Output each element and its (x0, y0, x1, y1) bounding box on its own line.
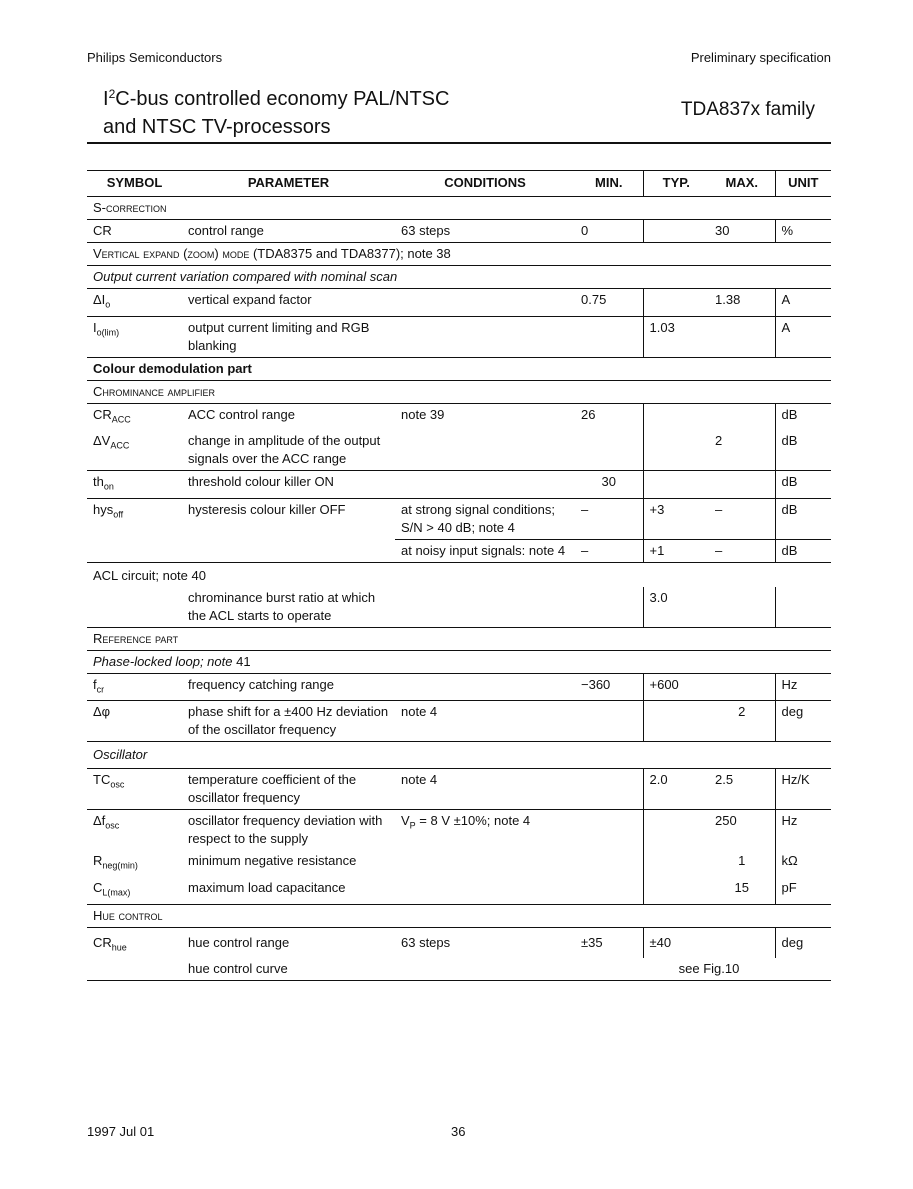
cell-min (575, 430, 643, 471)
device-family: TDA837x family (680, 99, 815, 120)
table-row (87, 587, 831, 628)
cell-max: – (709, 539, 775, 562)
cell-parameter: minimum negative resistance (188, 853, 357, 869)
cell-min: – (575, 498, 643, 539)
table-row (87, 810, 831, 851)
col-parameter: PARAMETER (182, 171, 395, 197)
cell-unit: pF (775, 877, 831, 904)
cell-conditions: note 4 (395, 769, 575, 810)
col-min: MIN. (575, 171, 643, 197)
cell-parameter: maximum load capacitance (182, 877, 395, 904)
cell-conditions (395, 316, 575, 357)
table-row (87, 289, 831, 317)
cell-max: 250 (715, 813, 737, 829)
cell-unit: dB (775, 403, 831, 430)
cell-min (575, 850, 643, 877)
cell-typ (643, 850, 709, 877)
section-s-correction: S-correction (87, 197, 831, 220)
col-symbol: SYMBOL (87, 171, 182, 197)
cell-max (709, 471, 775, 499)
cell-min: ±35 (581, 934, 603, 950)
cell-typ (643, 220, 709, 243)
cell-min (575, 877, 643, 904)
cell-max (709, 316, 775, 357)
cell-unit: dB (775, 430, 831, 471)
cell-max (709, 587, 775, 628)
cell-conditions: note 39 (401, 406, 445, 422)
cell-min (575, 701, 643, 742)
section-row (87, 627, 831, 650)
cell-conditions (395, 877, 575, 904)
cell-symbol (87, 958, 182, 981)
cell-symbol: $CR_{ACC}$ (93, 406, 131, 425)
header-rule (87, 142, 831, 144)
cell-max: 1.38 (709, 289, 775, 317)
cell-unit: A (775, 316, 831, 357)
cell-max: – (709, 498, 775, 539)
section-acl-circuit: ACL circuit; note 40 (93, 567, 206, 583)
section-oscillator: Oscillator (87, 742, 831, 769)
cell-typ (643, 701, 709, 742)
cell-conditions (395, 471, 575, 499)
cell-typ (643, 471, 709, 499)
section-vertical-expand: Vertical expand (zoom) mode (TDA8375 and TDA8377); note 38 (87, 243, 831, 266)
table-row (87, 220, 831, 243)
cell-symbol (87, 587, 182, 628)
cell-conditions (395, 587, 575, 628)
cell-unit: kΩ (775, 850, 831, 877)
page-number: 36 (451, 1124, 466, 1139)
section-chrominance-amplifier: Chrominance amplifier (87, 380, 831, 403)
cell-unit: dB (775, 471, 831, 499)
col-typ: TYP. (643, 171, 709, 197)
cell-min: 26 (581, 406, 596, 422)
doc-status: Preliminary specification (690, 50, 831, 65)
cell-conditions: at noisy input signals: note 4 (395, 539, 575, 562)
cell-parameter: chrominance burst ratio at which the ACL starts to operate (182, 587, 395, 628)
table-row (87, 430, 831, 471)
cell-parameter: oscillator frequency deviation with respect to the supply (188, 813, 383, 847)
cell-parameter: hysteresis colour killer OFF (188, 501, 346, 517)
cell-conditions: $V_P = 8$ V ±10%; note 4 (401, 813, 531, 831)
cell-unit: dB (775, 498, 831, 539)
cell-symbol: $\Delta V_{ACC}$ (87, 430, 182, 471)
cell-typ: 2.0 (643, 769, 709, 810)
cell-typ: +1 (643, 539, 709, 562)
section-row (87, 197, 831, 220)
cell-parameter: vertical expand factor (182, 289, 395, 317)
table-row (87, 769, 831, 810)
cell-parameter: ACC control range (188, 406, 295, 422)
cell-min: 0.75 (575, 289, 643, 317)
cell-unit (775, 958, 831, 981)
section-output-current: Output current variation compared with nominal scan (87, 266, 831, 289)
cell-min (575, 587, 643, 628)
table-row (87, 403, 831, 430)
section-pll: Phase-locked loop; note 41 (87, 650, 831, 673)
section-row (87, 243, 831, 266)
cell-typ-max: see Fig.10 (643, 958, 775, 981)
cell-symbol: $\Delta I_o$ (87, 289, 182, 317)
cell-symbol: $TC_{osc}$ (87, 769, 182, 810)
cell-symbol: $CR_{hue}$ (93, 934, 127, 953)
section-row (87, 904, 831, 927)
cell-typ (643, 810, 709, 851)
table-row (87, 539, 831, 562)
cell-parameter: hue control range (188, 934, 290, 950)
cell-min (575, 958, 643, 981)
section-colour-demodulation: Colour demodulation part (87, 357, 831, 380)
cell-typ: 1.03 (643, 316, 709, 357)
section-row (87, 266, 831, 289)
cell-max (709, 927, 775, 958)
table-row (87, 673, 831, 701)
cell-max: 2 (709, 430, 775, 471)
table-row (87, 850, 831, 877)
cell-symbol: Δφ (87, 701, 182, 742)
col-max: MAX. (709, 171, 775, 197)
cell-unit: A (775, 289, 831, 317)
cell-max: 2 (709, 701, 775, 742)
section-row (87, 742, 831, 769)
cell-typ: ±40 (643, 927, 709, 958)
document-title: $I^2C$-bus controlled economy PAL/NTSC and NTSC TV-processors (103, 87, 450, 138)
cell-conditions (395, 289, 575, 317)
cell-typ: 3.0 (643, 587, 709, 628)
cell-max: 1 (738, 853, 746, 869)
cell-unit: Hz (775, 673, 831, 701)
cell-symbol: CR (87, 220, 182, 243)
cell-unit (775, 587, 831, 628)
cell-typ: +600 (643, 673, 709, 701)
cell-unit: Hz/K (775, 769, 831, 810)
table-header-row (87, 171, 831, 197)
col-conditions: CONDITIONS (395, 171, 575, 197)
cell-min (575, 810, 643, 851)
cell-unit: deg (775, 927, 831, 958)
cell-symbol: $th_{on}$ (87, 471, 182, 499)
table-row (87, 958, 831, 981)
table-row (87, 701, 831, 742)
cell-unit: deg (775, 701, 831, 742)
col-unit: UNIT (775, 171, 831, 197)
cell-symbol: hys$_{off}$ (93, 501, 124, 520)
cell-symbol: $C_{L(max)}$ (87, 877, 182, 904)
cell-typ (643, 877, 709, 904)
cell-max: 30 (709, 220, 775, 243)
cell-typ (643, 430, 709, 471)
cell-conditions: note 4 (395, 701, 575, 742)
cell-parameter: threshold colour killer ON (182, 471, 395, 499)
section-row (87, 380, 831, 403)
cell-max (709, 673, 775, 701)
table-row (87, 471, 831, 499)
cell-typ: +3 (643, 498, 709, 539)
cell-min: – (575, 539, 643, 562)
cell-parameter (182, 539, 395, 562)
section-hue-control: Hue control (87, 904, 831, 927)
cell-parameter: change in amplitude of the output signals over the ACC range (182, 430, 395, 471)
cell-unit: dB (775, 539, 831, 562)
cell-min: 0 (575, 220, 643, 243)
cell-typ (643, 403, 709, 430)
footer-date: 1997 Jul 01 (87, 1124, 155, 1139)
cell-min (575, 769, 643, 810)
cell-parameter: phase shift for a ±400 Hz deviation of the oscillator frequency (182, 701, 395, 742)
table-row (87, 927, 831, 958)
section-row (87, 562, 831, 587)
table-row (87, 498, 831, 539)
cell-max: 15 (709, 877, 775, 904)
cell-conditions: 63 steps (395, 220, 575, 243)
cell-unit: % (775, 220, 831, 243)
cell-conditions (395, 673, 575, 701)
cell-parameter: temperature coefficient of the oscillator frequency (182, 769, 395, 810)
section-reference-part: Reference part (87, 627, 831, 650)
cell-max: 2.5 (709, 769, 775, 810)
section-row (87, 357, 831, 380)
cell-parameter: hue control curve (182, 958, 395, 981)
cell-symbol: $f_{cr}$ (87, 673, 182, 701)
cell-parameter: control range (182, 220, 395, 243)
cell-unit: Hz (775, 810, 831, 851)
cell-conditions (395, 958, 575, 981)
company-name: Philips Semiconductors (87, 50, 223, 65)
cell-parameter: output current limiting and RGB blanking (182, 316, 395, 357)
cell-symbol: $\Delta f_{osc}$ (93, 813, 120, 831)
cell-min: −360 (575, 673, 643, 701)
cell-conditions: at strong signal conditions; S/N > 40 dB; note 4 (395, 498, 575, 539)
section-row (87, 650, 831, 673)
cell-max (709, 403, 775, 430)
cell-conditions (395, 430, 575, 471)
cell-conditions (395, 850, 575, 877)
cell-parameter: frequency catching range (182, 673, 395, 701)
spec-table (87, 170, 831, 981)
table-row (87, 316, 831, 357)
cell-typ (643, 289, 709, 317)
cell-symbol: $I_{o(lim)}$ (87, 316, 182, 357)
table-row (87, 877, 831, 904)
cell-symbol (87, 539, 182, 562)
cell-min (575, 316, 643, 357)
cell-min: 30 (575, 471, 643, 499)
cell-conditions: 63 steps (401, 934, 451, 950)
cell-symbol: $R_{neg(min)}$ (93, 853, 138, 871)
